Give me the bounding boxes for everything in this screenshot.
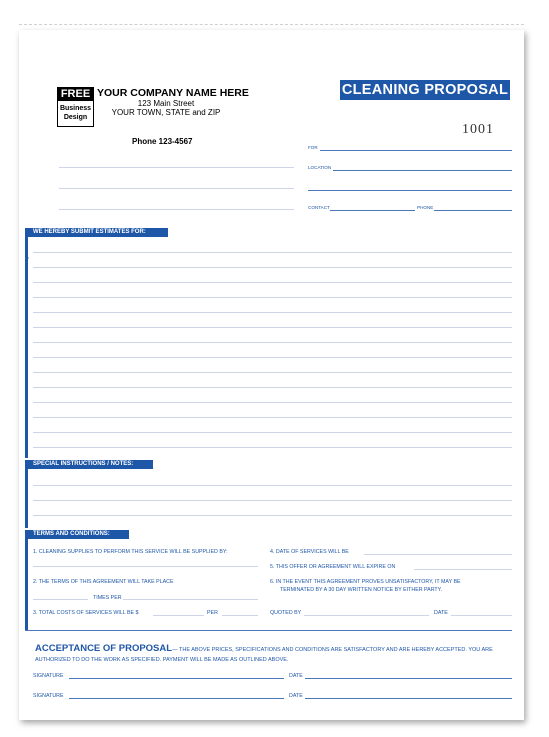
term-3-amount-line[interactable] bbox=[153, 615, 204, 616]
notes-line[interactable] bbox=[33, 485, 512, 486]
signature-label-2: SIGNATURE bbox=[33, 693, 64, 699]
term-3-per-line[interactable] bbox=[222, 615, 258, 616]
estimate-line[interactable] bbox=[33, 297, 512, 298]
company-phone: Phone 123-4567 bbox=[132, 137, 193, 146]
location-label: LOCATION bbox=[308, 165, 332, 170]
term-2-line[interactable] bbox=[33, 599, 88, 600]
estimate-line[interactable] bbox=[33, 387, 512, 388]
term-2-line-2[interactable] bbox=[123, 599, 258, 600]
estimate-line[interactable] bbox=[33, 342, 512, 343]
notes-line[interactable] bbox=[33, 500, 512, 501]
signature-label-1: SIGNATURE bbox=[33, 673, 64, 679]
estimate-line[interactable] bbox=[33, 432, 512, 433]
term-3: 3. TOTAL COSTS OF SERVICES WILL BE $ bbox=[33, 610, 139, 616]
header-line bbox=[59, 209, 294, 210]
estimate-line[interactable] bbox=[33, 267, 512, 268]
free-business-design-logo bbox=[57, 87, 94, 127]
estimate-line[interactable] bbox=[33, 402, 512, 403]
company-name: YOUR COMPANY NAME HERE bbox=[97, 87, 249, 99]
estimate-line[interactable] bbox=[33, 327, 512, 328]
phone-label: PHONE bbox=[417, 205, 434, 210]
signature-date-line-1[interactable] bbox=[305, 678, 512, 679]
terms-divider bbox=[25, 630, 512, 631]
phone-field[interactable] bbox=[434, 210, 512, 211]
term-3-per: PER bbox=[207, 610, 218, 616]
estimate-line[interactable] bbox=[33, 357, 512, 358]
quoted-date-label: DATE bbox=[434, 610, 448, 616]
term-5: 5. THIS OFFER OR AGREEMENT WILL EXPIRE ON bbox=[270, 564, 396, 570]
acceptance-text bbox=[35, 644, 515, 665]
term-2: 2. THE TERMS OF THIS AGREEMENT WILL TAKE PLACE bbox=[33, 579, 174, 585]
term-4-line[interactable] bbox=[364, 554, 512, 555]
for-field[interactable] bbox=[320, 150, 512, 151]
logo-free: FREE bbox=[58, 88, 93, 101]
location-field[interactable] bbox=[333, 170, 512, 171]
company-street: 123 Main Street bbox=[137, 99, 195, 108]
estimate-line[interactable] bbox=[33, 282, 512, 283]
signature-line-2[interactable] bbox=[69, 698, 284, 699]
term-6-line-2: TERMINATED BY A 30 DAY WRITTEN NOTICE BY EITHER PARTY. bbox=[280, 587, 442, 593]
terms-header: TERMS AND CONDITIONS: bbox=[25, 530, 129, 539]
company-city: YOUR TOWN, STATE and ZIP bbox=[111, 108, 221, 117]
estimate-line[interactable] bbox=[33, 372, 512, 373]
document-title: CLEANING PROPOSAL bbox=[341, 82, 509, 98]
arrow-marker-icon bbox=[26, 256, 29, 260]
term-1: 1. CLEANING SUPPLIES TO PERFORM THIS SERVICE WILL BE SUPPLIED BY: bbox=[33, 549, 228, 555]
proposal-form bbox=[19, 30, 524, 720]
quoted-date-line[interactable] bbox=[451, 615, 512, 616]
signature-date-label-2: DATE bbox=[289, 693, 303, 699]
header-line bbox=[59, 167, 294, 168]
quoted-by-line[interactable] bbox=[304, 615, 429, 616]
quoted-by-label: QUOTED BY bbox=[270, 610, 302, 616]
estimate-line[interactable] bbox=[33, 312, 512, 313]
for-label: FOR bbox=[308, 145, 318, 150]
term-4: 4. DATE OF SERVICES WILL BE bbox=[270, 549, 349, 555]
perforation-line bbox=[19, 24, 524, 25]
term-2-times-per: TIMES PER bbox=[93, 595, 122, 601]
location-field-2[interactable] bbox=[308, 190, 512, 191]
form-number: 1001 bbox=[462, 122, 494, 137]
contact-label: CONTACT bbox=[308, 205, 330, 210]
estimate-line[interactable] bbox=[33, 417, 512, 418]
estimate-line[interactable] bbox=[33, 447, 512, 448]
logo-business: Business bbox=[59, 105, 92, 112]
terms-side-bar bbox=[25, 530, 28, 630]
estimates-header: WE HEREBY SUBMIT ESTIMATES FOR: bbox=[25, 228, 168, 237]
notes-line[interactable] bbox=[33, 515, 512, 516]
term-5-line[interactable] bbox=[414, 569, 512, 570]
special-instructions-header: SPECIAL INSTRUCTIONS / NOTES: bbox=[25, 460, 153, 469]
signature-line-1[interactable] bbox=[69, 678, 284, 679]
header-line bbox=[59, 188, 294, 189]
estimate-line[interactable] bbox=[33, 252, 512, 253]
logo-design: Design bbox=[63, 114, 88, 121]
special-side-bar bbox=[25, 460, 28, 528]
term-1-line[interactable] bbox=[33, 566, 258, 567]
term-6-line-1: 6. IN THE EVENT THIS AGREEMENT PROVES UNSATISFACTORY, IT MAY BE bbox=[270, 579, 461, 585]
estimates-side-bar bbox=[25, 228, 28, 458]
signature-date-line-2[interactable] bbox=[305, 698, 512, 699]
signature-date-label-1: DATE bbox=[289, 673, 303, 679]
acceptance-heading: ACCEPTANCE OF PROPOSAL bbox=[35, 643, 173, 654]
contact-field[interactable] bbox=[330, 210, 415, 211]
acceptance-body: — THE ABOVE PRICES, SPECIFICATIONS AND CONDITIONS ARE SATISFACTORY AND ARE HEREBY ACCEPTED. YOU ARE AUTHORIZED TO DO THE WORK AS SPECIFIED. PAYMENT WILL BE MADE AS OUTLINED ABOVE. bbox=[35, 647, 493, 663]
